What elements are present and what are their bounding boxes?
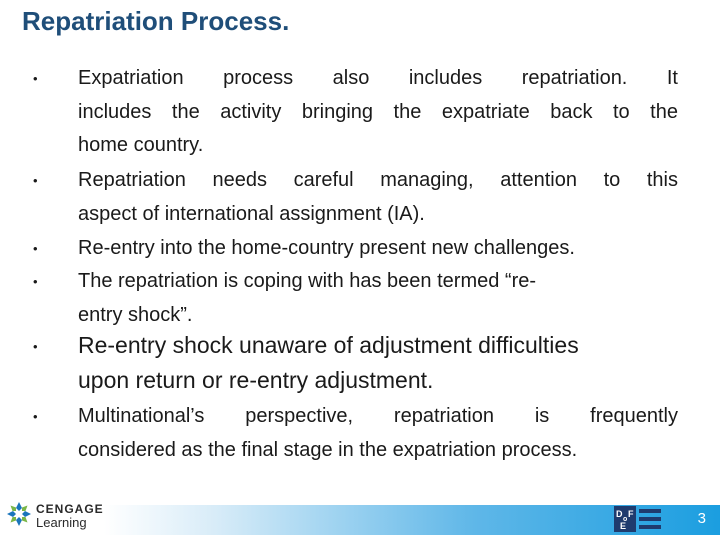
doe-letter: o: [623, 516, 628, 523]
logo-word: CENGAGE: [36, 502, 104, 516]
bullet-dot: •: [33, 409, 38, 424]
bullet-dot: •: [33, 241, 38, 256]
bullet-item: [33, 265, 678, 332]
bullet-line: home country.: [78, 134, 204, 156]
bullet-line: entry shock”.: [78, 303, 193, 326]
bullet-line: Multinational’s perspective, repatriation is frequently: [78, 405, 678, 427]
doe-logo-icon: [614, 506, 662, 532]
cengage-mark-icon: [6, 501, 32, 527]
bullet-dot: •: [33, 274, 38, 289]
doe-letter: D: [616, 509, 623, 519]
bullet-line: Re-entry shock unaware of adjustment difficulties: [78, 332, 579, 358]
doe-letter: E: [620, 521, 627, 531]
bullet-item: [33, 328, 678, 398]
bullet-line: aspect of international assignment (IA).: [78, 202, 425, 225]
slide-title: Repatriation Process.: [22, 6, 290, 36]
bullet-line: includes the activity bringing the expatriate back to the: [78, 100, 678, 123]
bullet-item: [33, 164, 678, 231]
bullet-line: considered as the final stage in the expatriation process.: [78, 438, 578, 461]
bullet-item: [33, 232, 678, 266]
bullet-dot: •: [33, 339, 38, 354]
logo-sub: Learning: [36, 515, 87, 530]
bullet-line: The repatriation is coping with has been termed “re-: [78, 270, 537, 292]
bullet-item: [33, 400, 678, 467]
bullet-item: [33, 62, 678, 163]
cengage-logo: [6, 499, 106, 535]
bullet-line: Re-entry into the home-country present new challenges.: [78, 237, 575, 259]
bullet-dot: •: [33, 173, 38, 188]
bullet-line: Expatriation process also includes repatriation. It: [78, 67, 678, 89]
doe-letter: F: [628, 509, 634, 519]
bullet-dot: •: [33, 71, 38, 86]
bullet-line: upon return or re-entry adjustment.: [78, 367, 434, 393]
page-number: 3: [697, 510, 706, 527]
bullet-line: Repatriation needs careful managing, attention to this: [78, 169, 678, 191]
